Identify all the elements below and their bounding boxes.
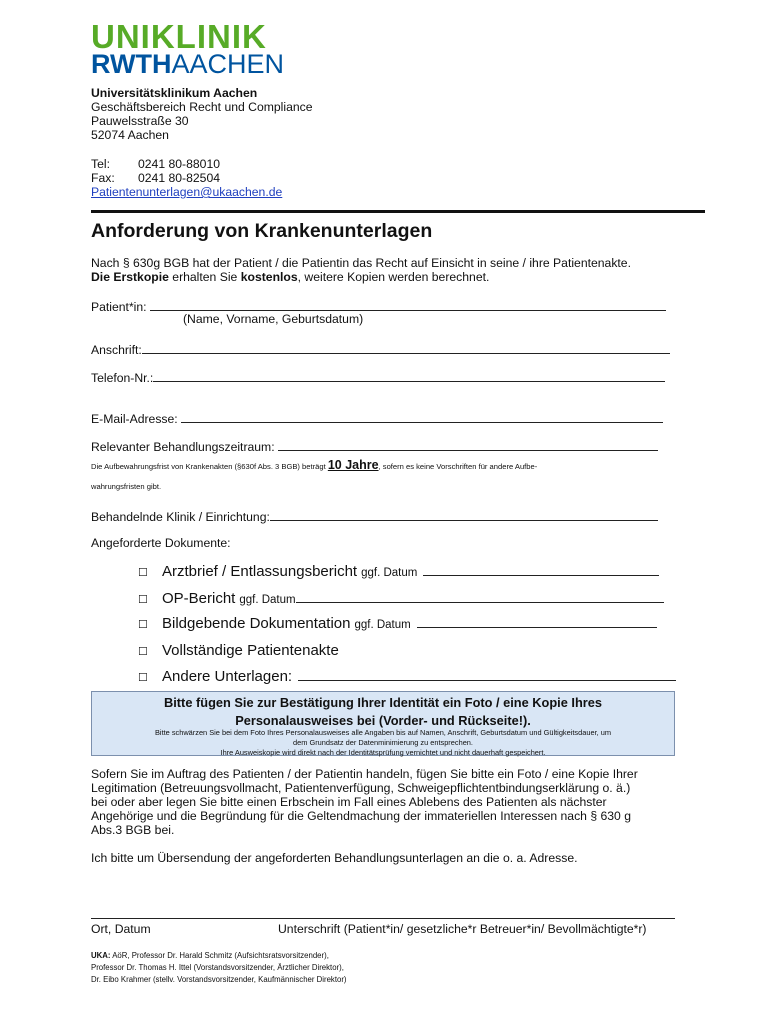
para-line-3: bei oder aber legen Sie bitte einen Erbschein im Fall eines Ablebens des Patienten als nächster [91,795,607,809]
notice-line-1: Bitte fügen Sie zur Bestätigung Ihrer Identität ein Foto / eine Kopie Ihres [164,695,602,710]
doc-date-line[interactable] [417,615,657,628]
place-date-label: Ort, Datum [91,922,151,936]
intro-text-1: erhalten Sie [168,270,241,284]
checkbox-icon[interactable]: ☐ [138,594,148,606]
address-field[interactable] [91,341,670,357]
page-title: Anforderung von Krankenunterlagen [91,220,433,242]
id-notice-box [91,691,675,756]
doc-option-arztbrief[interactable] [138,563,659,580]
address-label: Anschrift: [91,343,142,357]
doc-option-andere[interactable] [138,668,676,685]
doc-other-line[interactable] [298,668,676,681]
notice-small-2: dem Grundsatz der Datenminimierung zu entsprechen. [293,738,473,747]
footer-line-2: Professor Dr. Thomas H. Ittel (Vorstandsvorsitzender, Ärztlicher Direktor), [91,963,344,972]
fax-label: Fax: [91,171,115,185]
doc-option-patientenakte[interactable] [138,642,339,659]
patient-hint: (Name, Vorname, Geburtsdatum) [183,312,364,326]
address-dept: Geschäftsbereich Recht und Compliance [91,100,313,114]
footer [91,950,347,986]
doc-label: Vollständige Patientenakte [162,642,339,659]
retention-pre: Die Aufbewahrungsfrist von Krankenakten (§630f Abs. 3 BGB) beträgt [91,462,328,471]
patient-field[interactable] [91,298,666,314]
doc-label: Andere Unterlagen: [162,668,293,685]
address-city: 52074 Aachen [91,128,169,142]
para-line-1: Sofern Sie im Auftrag des Patienten / der Patientin handeln, fügen Sie bitte ein Foto / eine Kopie Ihrer [91,767,638,781]
checkbox-icon[interactable]: ☐ [138,619,148,631]
footer-uka: UKA: [91,951,111,960]
intro-bold-1: Die Erstkopie [91,270,169,284]
clinic-label: Behandelnde Klinik / Einrichtung: [91,510,270,524]
para-line-2: Legitimation (Betreuungsvollmacht, Patientenverfügung, Schweigepflichtentbindungserklärung o. ä.) [91,781,631,795]
email-label: E-Mail-Adresse: [91,412,178,426]
checkbox-icon[interactable]: ☐ [138,672,148,684]
email-line[interactable] [181,410,663,423]
retention-post: , sofern es keine Vorschriften für andere Aufbe- [378,462,538,471]
tel-value: 0241 80-88010 [138,157,221,171]
intro-text-2: , weitere Kopien werden berechnet. [297,270,490,284]
logo-uniklinik: UNIKLINIK [91,18,267,55]
intro-text [91,256,631,284]
doc-sub: ggf. Datum [361,567,418,579]
retention-note-line-2: wahrungsfristen gibt. [91,482,162,491]
footer-line-1 [91,950,347,962]
closing-text: Ich bitte um Übersendung der angeforderten Behandlungsunterlagen an die o. a. Adresse. [91,851,578,865]
doc-sub: ggf. Datum [354,619,411,631]
logo-rwth-aachen [91,51,284,77]
email-link[interactable]: Patientenunterlagen@ukaachen.de [91,185,283,199]
doc-label: Bildgebende Dokumentation [162,615,351,632]
doc-date-line[interactable] [423,563,659,576]
footer-line-1-text: AöR, Professor Dr. Harald Schmitz (Aufsichtsratsvorsitzender), [110,951,329,960]
address-line[interactable] [142,341,670,354]
doc-label: OP-Bericht [162,590,236,607]
para-line-4: Angehörige und die Begründung für die Geltendmachung der immateriellen Interessen nach § 630 g [91,809,631,823]
signature-line[interactable] [91,918,675,919]
logo-rwth: RWTH [91,49,172,79]
intro-line-2 [91,270,631,284]
notice-small-1: Bitte schwärzen Sie bei dem Foto Ihres Personalausweises alle Angaben bis auf Namen, Anschrift, Geburtsdatum und Gültigkeitsdauer, um [155,728,611,737]
doc-label: Arztbrief / Entlassungsbericht [162,563,358,580]
checkbox-icon[interactable]: ☐ [138,567,148,579]
signature-label: Unterschrift (Patient*in/ gesetzliche*r Betreuer*in/ Bevollmächtigte*r) [278,922,647,936]
footer-line-3: Dr. Eibo Krahmer (stellv. Vorstandsvorsitzender, Kaufmännischer Direktor) [91,975,347,984]
address-street: Pauwelsstraße 30 [91,114,189,128]
intro-bold-2: kostenlos [240,270,298,284]
docs-label: Angeforderte Dokumente: [91,536,231,550]
notice-small-3: Ihre Ausweiskopie wird direkt nach der Identitätsprüfung vernichtet und nicht dauerhaft gespeichert. [220,748,546,757]
patient-label: Patient*in: [91,300,147,314]
phone-field[interactable] [91,369,665,385]
address-org: Universitätsklinikum Aachen [91,86,258,100]
sender-address [91,86,313,142]
phone-line[interactable] [153,369,665,382]
doc-option-bildgebung[interactable] [138,615,657,632]
retention-note [91,458,537,472]
retention-years: 10 Jahre [327,458,379,472]
clinic-line[interactable] [270,508,658,521]
period-label: Relevanter Behandlungszeitraum: [91,440,275,454]
header-divider [91,210,705,213]
doc-option-op-bericht[interactable] [138,590,664,607]
intro-line-1: Nach § 630g BGB hat der Patient / die Patientin das Recht auf Einsicht in seine / ihre Patientenakte. [91,256,631,270]
fax-value: 0241 80-82504 [138,171,221,185]
logo-aachen: AACHEN [171,49,285,79]
email-field[interactable] [91,410,663,426]
doc-date-line[interactable] [296,590,664,603]
doc-sub: ggf. Datum [239,594,296,606]
para-line-5: Abs.3 BGB bei. [91,823,175,837]
tel-label: Tel: [91,157,110,171]
period-line[interactable] [278,438,658,451]
proxy-paragraph [91,767,691,837]
phone-label: Telefon-Nr.: [91,371,154,385]
checkbox-icon[interactable]: ☐ [138,646,148,658]
clinic-field[interactable] [91,508,658,524]
patient-line[interactable] [150,298,666,311]
period-field[interactable] [91,438,658,454]
notice-line-2: Personalausweises bei (Vorder- und Rückseite!). [235,713,531,728]
contact-block [91,157,282,199]
